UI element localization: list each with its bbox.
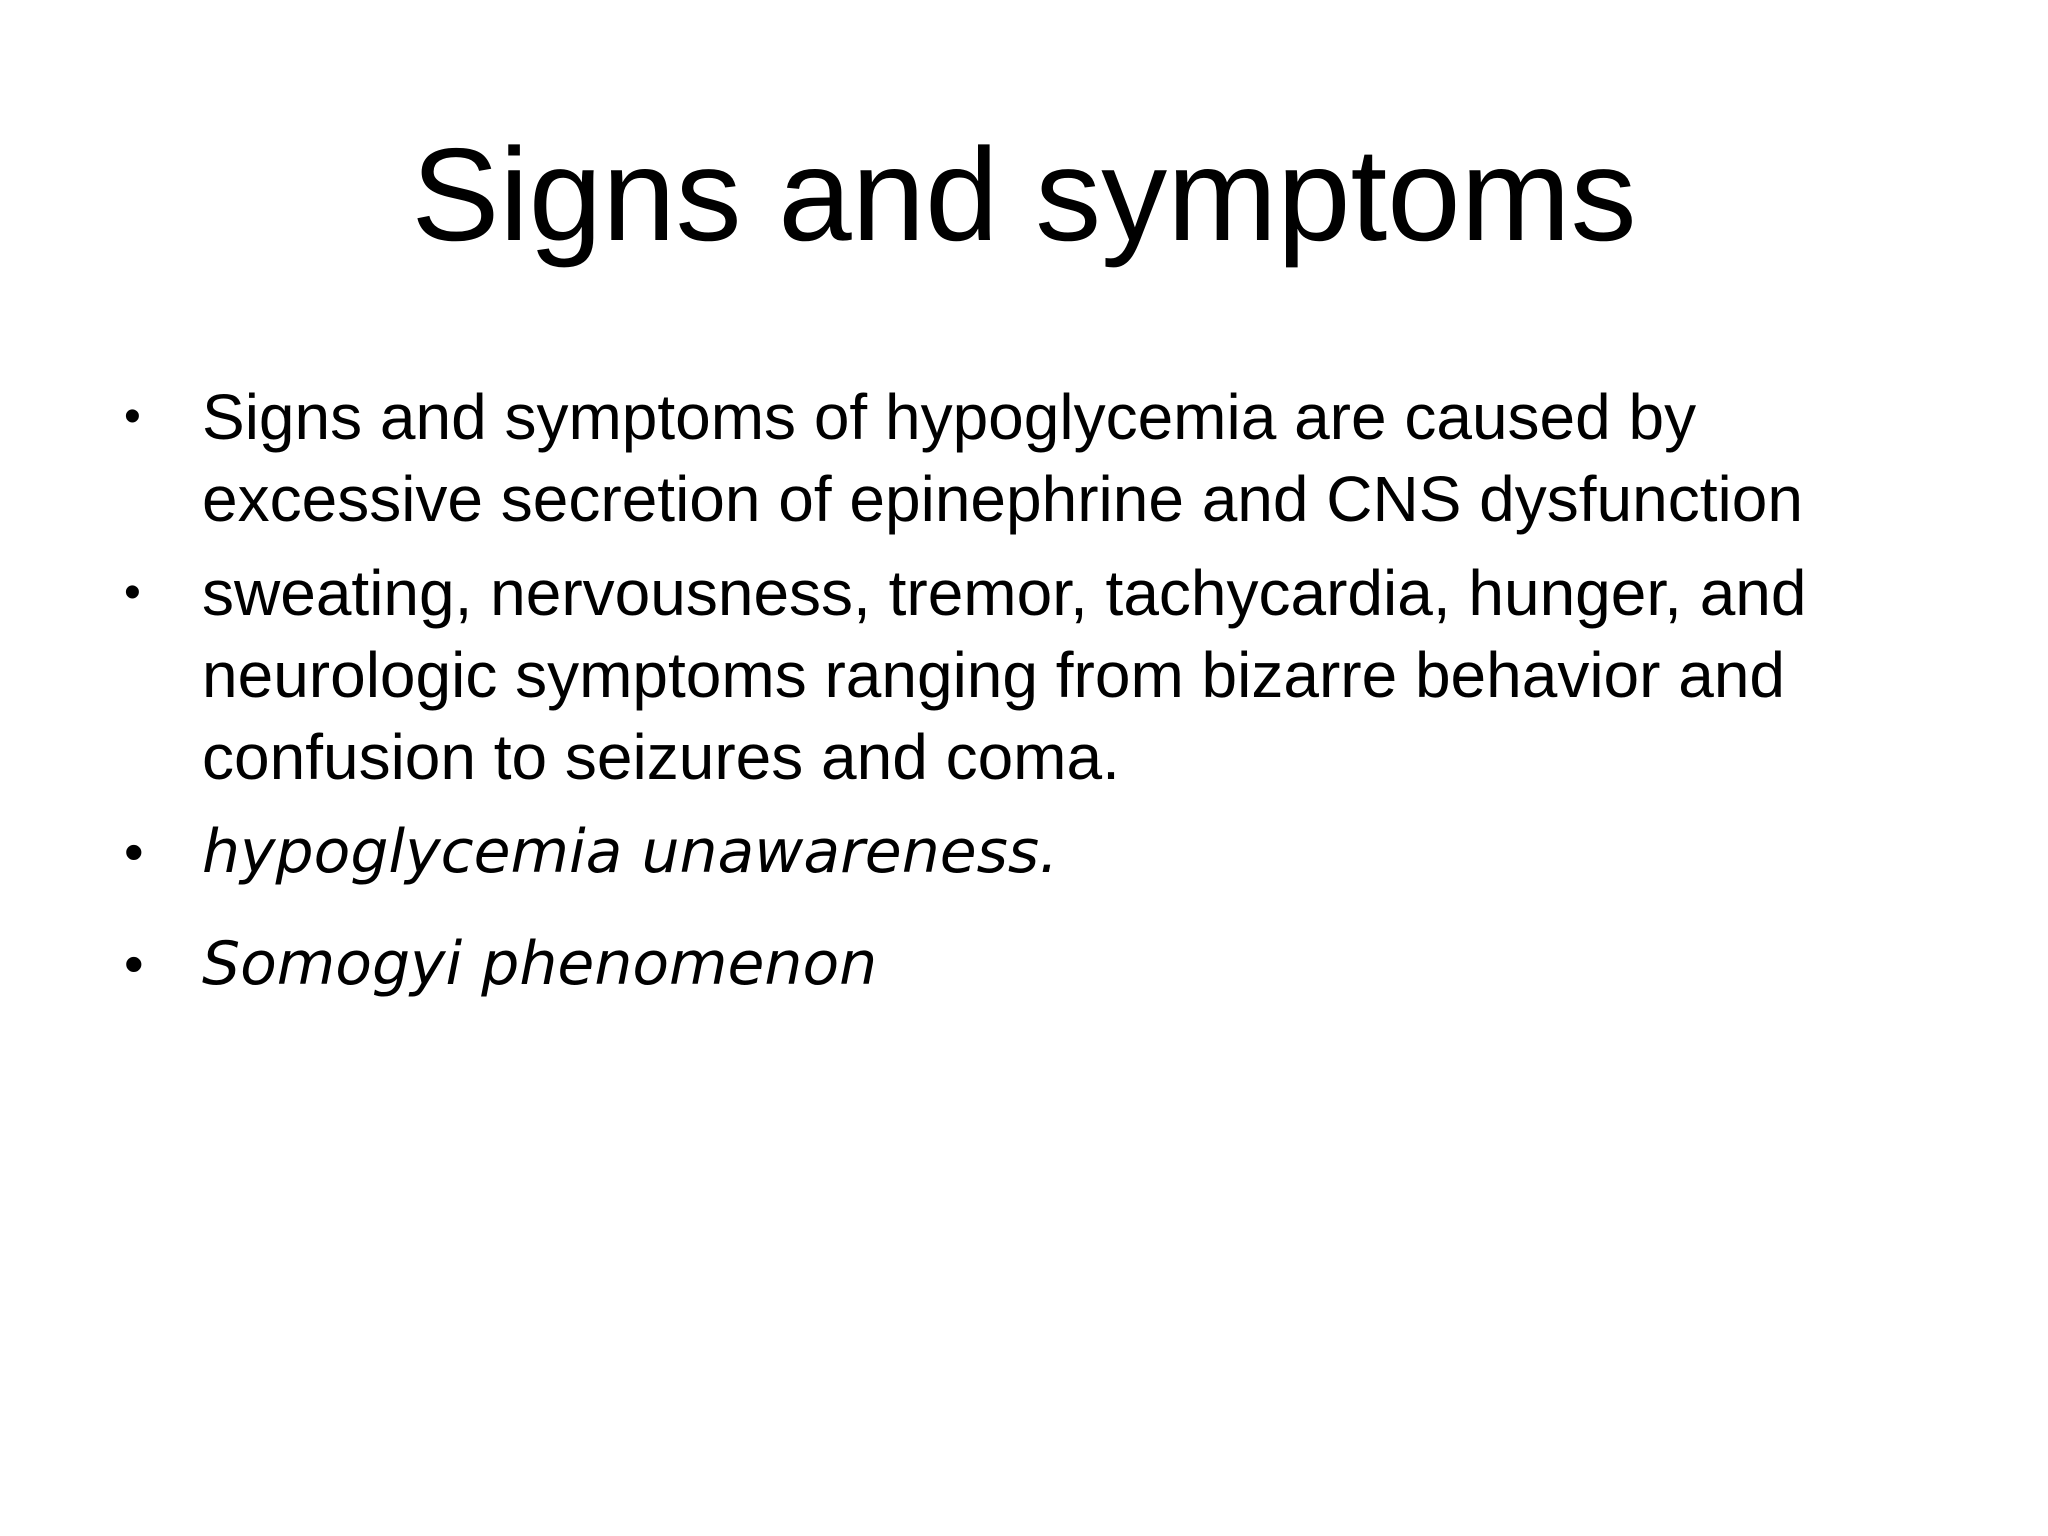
bullet-item (120, 552, 1960, 798)
bullet-item (120, 914, 1960, 1014)
bullet-text: sweating, nervousness, tremor, tachycardia, hunger, and neurologic symptoms ranging from bizarre behavior and confusion to seizures and coma. (202, 557, 1807, 793)
bullet-text: hypoglycemia unawareness. (202, 817, 1059, 887)
bullet-icon: • (124, 566, 141, 619)
bullet-icon: • (124, 932, 144, 995)
bullet-text: Signs and symptoms of hypoglycemia are caused by excessive secretion of epinephrine and CNS dysfunction (202, 381, 1803, 535)
bullet-list (120, 376, 1960, 1014)
bullet-icon: • (124, 820, 144, 883)
bullet-text: Somogyi phenomenon (202, 929, 878, 999)
bullet-item (120, 376, 1960, 540)
bullet-item (120, 802, 1960, 902)
bullet-icon: • (124, 390, 141, 443)
slide-title: Signs and symptoms (411, 121, 1637, 268)
